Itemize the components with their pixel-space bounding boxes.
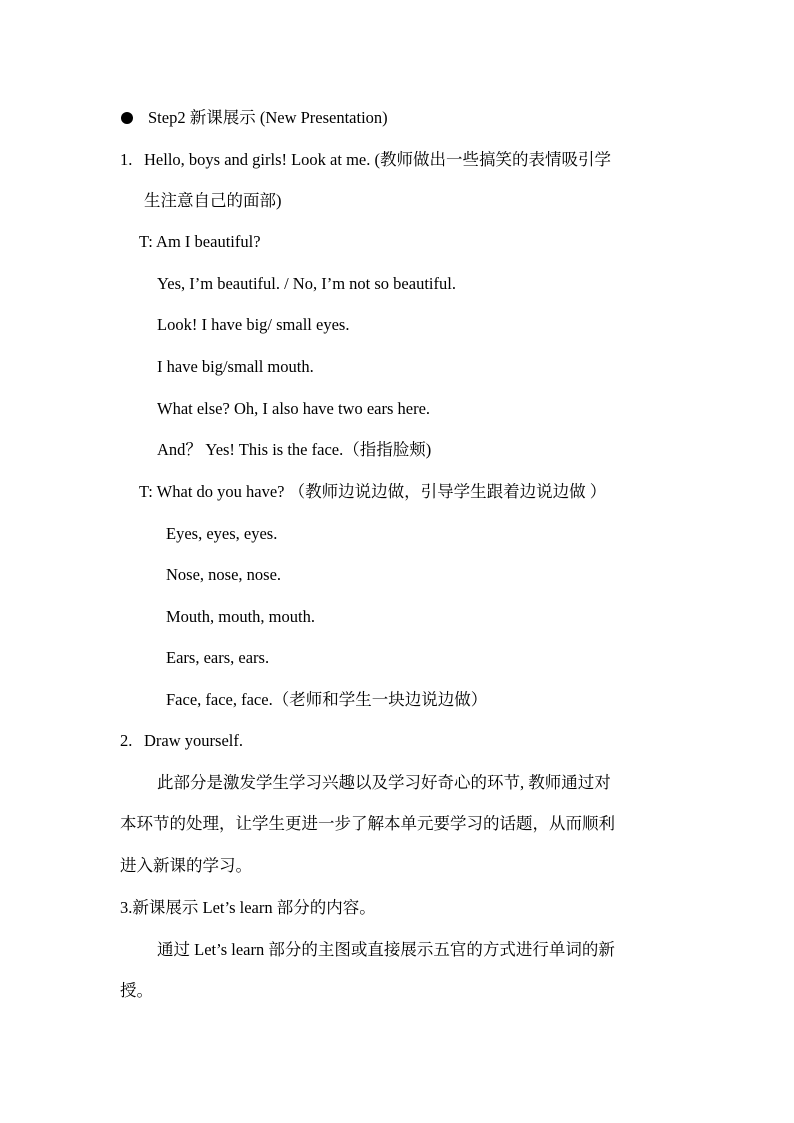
dialog1-line: Look! I have big/ small eyes. xyxy=(157,315,350,334)
dialog2-line: Ears, ears, ears. xyxy=(166,648,270,667)
step-heading: Step2 新课展示 (New Presentation) xyxy=(148,108,388,127)
dialog1-question: T: Am I beautiful? xyxy=(139,232,261,251)
dialog1-line: What else? Oh, I also have two ears here. xyxy=(157,399,431,418)
item1-text-line2: 生注意自己的面部) xyxy=(144,191,282,210)
item3-heading: 3.新课展示 Let’s learn 部分的内容。 xyxy=(120,898,376,917)
item1-number: 1. xyxy=(120,150,133,169)
item2-title: Draw yourself. xyxy=(144,731,243,750)
item3-paragraph-line1: 通过 Let’s learn 部分的主图或直接展示五官的方式进行单词的新 xyxy=(157,940,615,959)
item2-paragraph-line3: 进入新课的学习。 xyxy=(120,856,252,875)
item2-paragraph-line1: 此部分是激发学生学习兴趣以及学习好奇心的环节, 教师通过对 xyxy=(157,773,611,792)
bullet-icon xyxy=(121,112,133,124)
item2-paragraph-line2: 本环节的处理，让学生更进一步了解本单元要学习的话题，从而顺利 xyxy=(120,814,615,833)
item1-text-line1: Hello, boys and girls! Look at me. (教师做出一些搞笑的表情吸引学 xyxy=(144,150,611,169)
dialog2-line: Nose, nose, nose. xyxy=(166,565,282,584)
dialog1-line: Yes, I’m beautiful. / No, I’m not so beautiful. xyxy=(157,274,456,293)
dialog1-line: I have big/small mouth. xyxy=(157,357,314,376)
dialog1-line: And？ Yes! This is the face.（指指脸颊) xyxy=(157,440,432,459)
dialog2-question: T: What do you have? （教师边说边做，引导学生跟着边说边做 ） xyxy=(139,482,607,501)
dialog2-line: Mouth, mouth, mouth. xyxy=(166,607,315,626)
dialog2-line: Eyes, eyes, eyes. xyxy=(166,524,278,543)
item3-paragraph-line2: 授。 xyxy=(120,981,153,1000)
dialog2-line: Face, face, face.（老师和学生一块边说边做） xyxy=(166,690,488,709)
item2-number: 2. xyxy=(120,731,133,750)
